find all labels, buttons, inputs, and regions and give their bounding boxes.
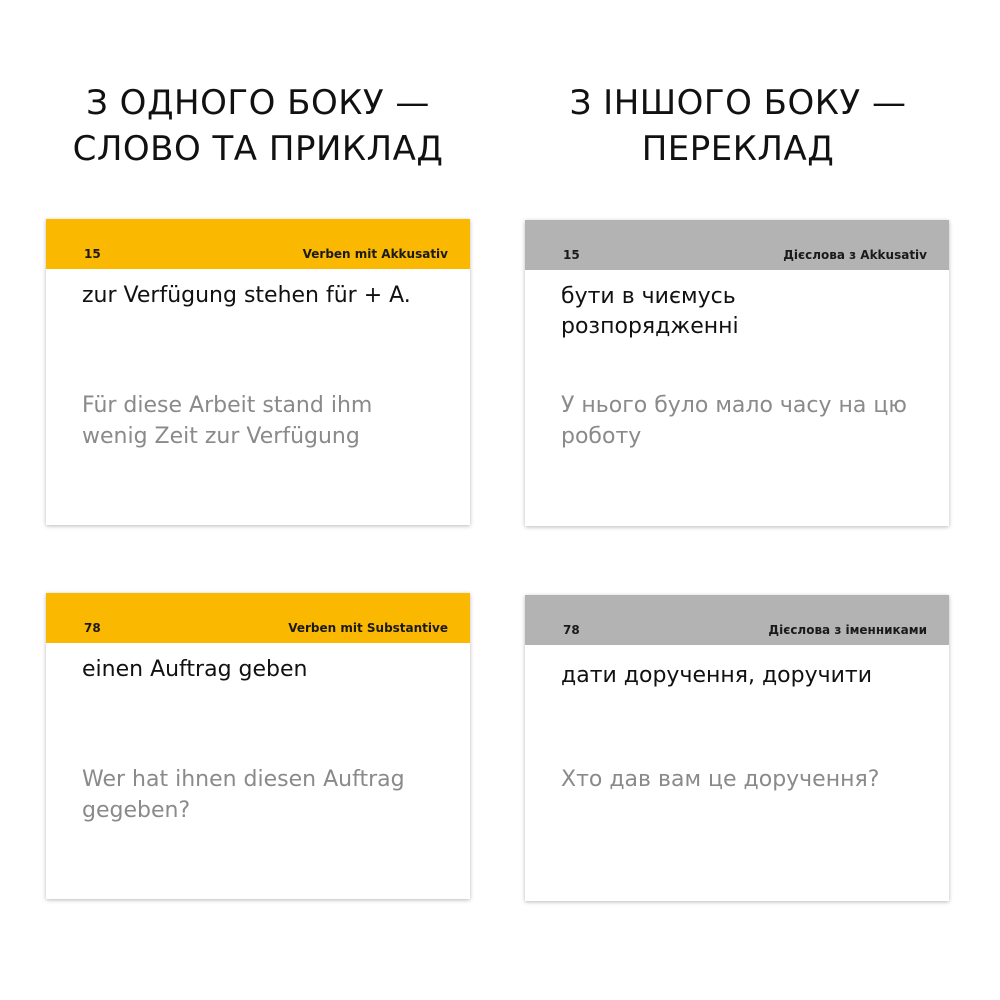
card-number: 15 — [563, 248, 580, 262]
card-example: Für diese Arbeit stand ihm wenig Zeit zur Verfügung — [82, 393, 373, 449]
card-header-band — [525, 220, 949, 270]
card-term: бути в чиємусь розпорядженні — [561, 284, 739, 339]
flashcard-back-78 — [525, 595, 949, 901]
back-side-heading — [518, 80, 958, 172]
card-example: У нього було мало часу на цю роботу — [561, 393, 907, 449]
back-heading-line-1: З ІНШОГО БОКУ — — [569, 83, 907, 123]
card-number: 78 — [84, 621, 101, 635]
card-number: 78 — [563, 623, 580, 637]
card-example: Wer hat ihnen diesen Auftrag gegeben? — [82, 767, 405, 823]
card-header-band — [46, 593, 470, 643]
front-side-heading — [38, 80, 478, 172]
card-category: Дієслова з Akkusativ — [783, 248, 927, 262]
card-category: Дієслова з іменниками — [768, 623, 927, 637]
back-heading-line-2: ПЕРЕКЛАД — [641, 129, 835, 169]
card-term: einen Auftrag geben — [82, 657, 308, 682]
card-category: Verben mit Akkusativ — [302, 247, 448, 261]
card-term: дати доручення, доручити — [561, 663, 873, 688]
front-heading-line-1: З ОДНОГО БОКУ — — [86, 83, 430, 123]
card-header-band — [525, 595, 949, 645]
front-heading-line-2: СЛОВО ТА ПРИКЛАД — [72, 129, 444, 169]
card-number: 15 — [84, 247, 101, 261]
card-example: Хто дав вам це доручення? — [561, 767, 880, 792]
card-category: Verben mit Substantive — [288, 621, 448, 635]
flashcard-back-15 — [525, 220, 949, 526]
card-header-band — [46, 219, 470, 269]
card-term: zur Verfügung stehen für + A. — [82, 283, 411, 308]
flashcard-front-78 — [46, 593, 470, 899]
flashcard-front-15 — [46, 219, 470, 525]
